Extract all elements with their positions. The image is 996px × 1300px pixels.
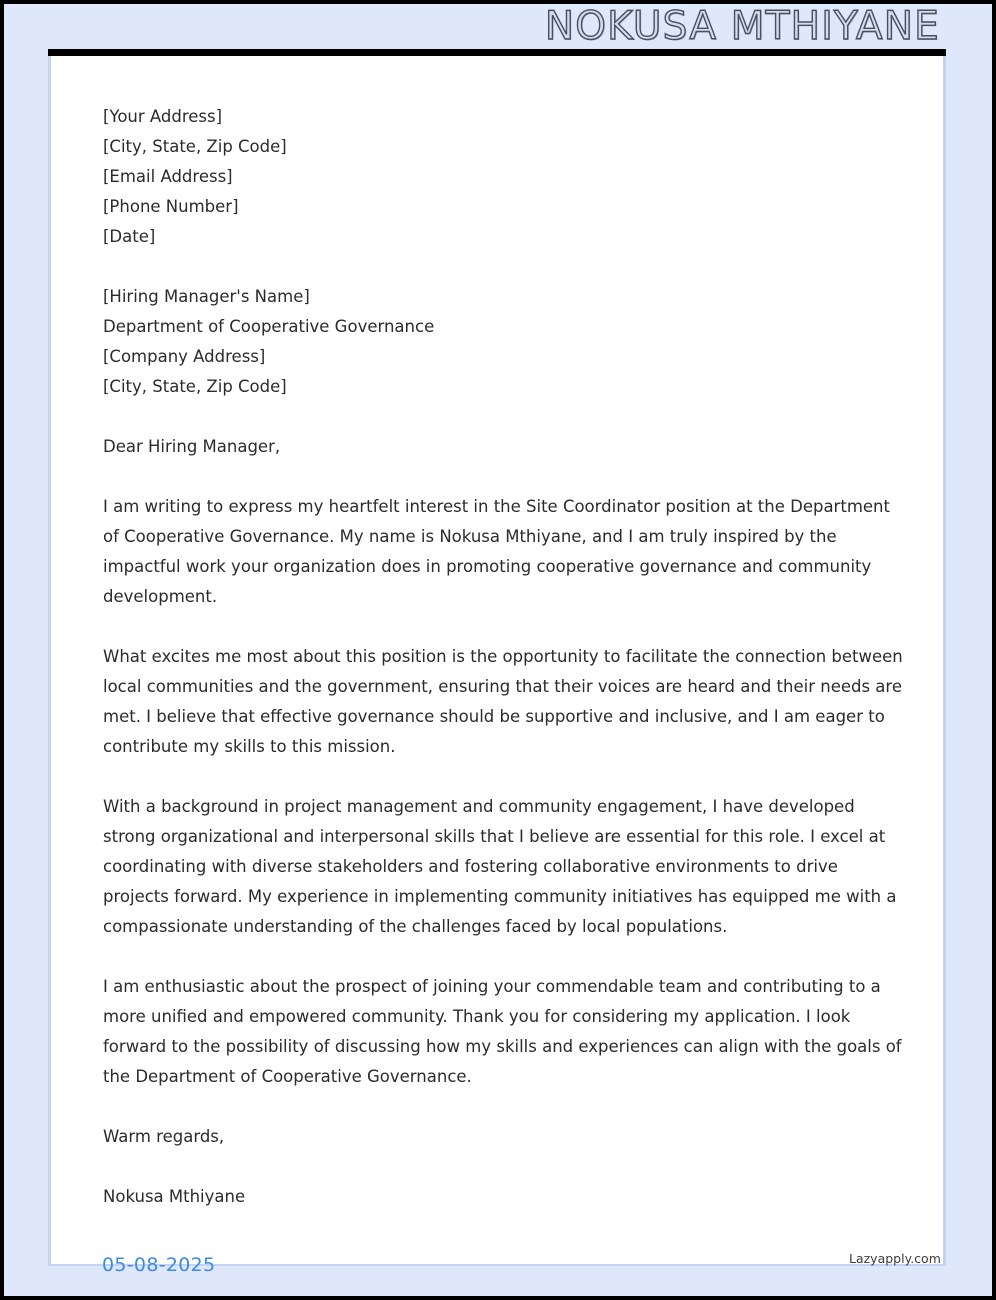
block-spacer [103, 612, 903, 642]
recipient-address-block [103, 282, 903, 402]
block-spacer [103, 942, 903, 972]
letter-sheet [48, 56, 946, 1266]
block-spacer [103, 1152, 903, 1182]
recipient-address-line: [Hiring Manager's Name] [103, 287, 310, 306]
salutation: Dear Hiring Manager, [103, 437, 281, 456]
sender-address-line: [City, State, Zip Code] [103, 137, 287, 156]
recipient-address-line: [City, State, Zip Code] [103, 377, 287, 396]
body-paragraph: With a background in project management and community engagement, I have developed strong organizational and interpersonal skills that I believe are essential for this role. I excel at coordinating with diverse stakeholders and fostering collaborative environments to drive projects forward. My experience in implementing community initiatives has equipped me with a compassionate understanding of the challenges faced by local populations. [103, 797, 897, 936]
header-divider [48, 49, 946, 56]
sender-address-line: [Email Address] [103, 167, 233, 186]
date-stamp: 05-08-2025 [102, 1254, 216, 1276]
sender-address-line: [Date] [103, 227, 156, 246]
letter-content [103, 102, 903, 1212]
signature-name: Nokusa Mthiyane [103, 1187, 246, 1206]
block-spacer [103, 462, 903, 492]
block-spacer [103, 1092, 903, 1122]
body-paragraph: I am enthusiastic about the prospect of joining your commendable team and contributing to a more unified and empowered community. Thank you for considering my application. I look forward to the possibility of discussing how my skills and experiences can align with the goals of the Department of Cooperative Governance. [103, 977, 902, 1086]
page-title: NOKUSA MTHIYANE [544, 4, 940, 49]
block-spacer [103, 252, 903, 282]
letter-page [4, 4, 992, 1296]
block-spacer [103, 762, 903, 792]
recipient-address-line: Department of Cooperative Governance [103, 317, 435, 336]
sender-address-block [103, 102, 903, 252]
closing-salutation: Warm regards, [103, 1127, 225, 1146]
body-paragraph: What excites me most about this position is the opportunity to facilitate the connection between local communities and the government, ensuring that their voices are heard and their needs are met. I believe that effective governance should be supportive and inclusive, and I am eager to contribute my skills to this mission. [103, 647, 903, 756]
letter-header [4, 4, 992, 48]
sender-address-line: [Your Address] [103, 107, 223, 126]
block-spacer [103, 402, 903, 432]
sender-address-line: [Phone Number] [103, 197, 239, 216]
watermark-lazyapply: Lazyapply.com [849, 1251, 941, 1266]
recipient-address-line: [Company Address] [103, 347, 266, 366]
body-paragraph: I am writing to express my heartfelt interest in the Site Coordinator position at the Department of Cooperative Governance. My name is Nokusa Mthiyane, and I am truly inspired by the impactful work your organization does in promoting cooperative governance and community development. [103, 497, 890, 606]
